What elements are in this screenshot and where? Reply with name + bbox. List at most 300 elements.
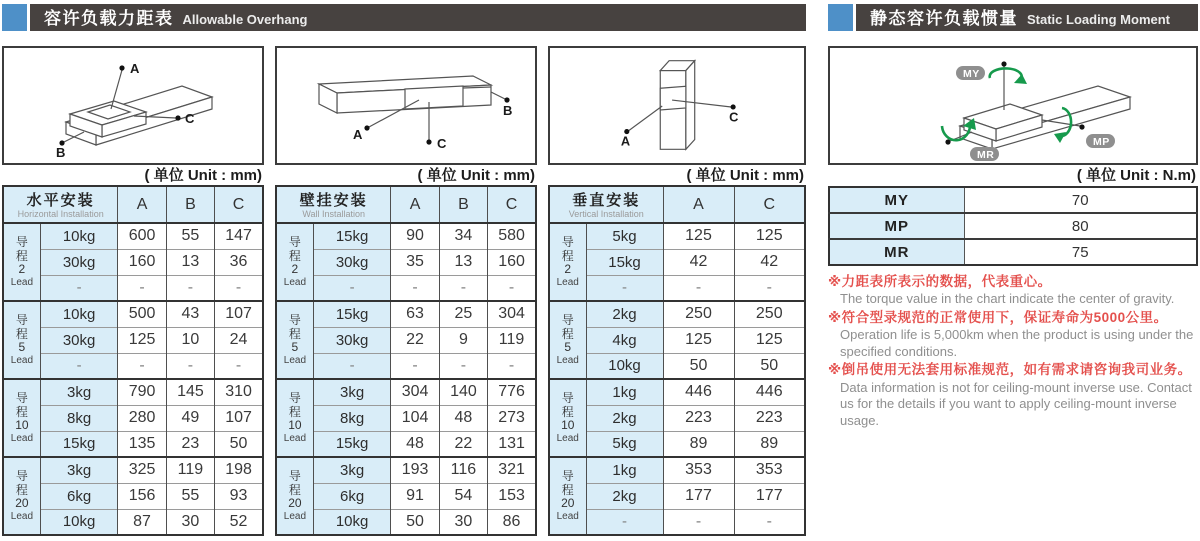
load-cell: 2kg	[586, 405, 663, 431]
lead-number: 2	[564, 262, 572, 277]
load-cell: 3kg	[313, 379, 391, 405]
unit-label-mm: ( 单位 Unit : mm)	[417, 167, 535, 184]
value-cell: 135	[118, 431, 166, 457]
value-cell: 30	[166, 509, 214, 535]
lead-char: 导	[561, 469, 574, 484]
point-label-b: B	[503, 103, 513, 118]
lead-label	[550, 392, 586, 444]
value-cell: 140	[439, 379, 487, 405]
left-header-title-zh: 容许负载力距表	[44, 9, 174, 28]
lead-char: 导	[15, 313, 28, 328]
load-cell: 3kg	[40, 457, 118, 483]
lead-number: 10	[15, 418, 29, 433]
right-header-title-zh: 静态容许负载惯量	[870, 9, 1018, 28]
value-cell: -	[663, 275, 734, 301]
value-cell: 50	[215, 431, 263, 457]
lead-cell-10	[549, 379, 586, 457]
table-row-lead20	[549, 483, 805, 509]
value-cell: -	[439, 275, 487, 301]
moment-table-host	[828, 186, 1198, 266]
lead-label	[277, 236, 313, 288]
value-cell: 49	[166, 405, 214, 431]
value-cell: -	[215, 275, 263, 301]
value-cell: 13	[439, 249, 487, 275]
lead-char: 导	[15, 235, 28, 250]
horizontal-table-host	[2, 185, 264, 536]
moment-name: MP	[829, 213, 964, 239]
value-cell: -	[118, 275, 166, 301]
moment-value: 80	[964, 213, 1197, 239]
accent-square-icon	[828, 4, 853, 31]
value-cell: 304	[391, 379, 439, 405]
install-type-header	[549, 186, 663, 223]
lead-label	[4, 236, 40, 288]
load-cell: 5kg	[586, 431, 663, 457]
table-row-lead5	[549, 353, 805, 379]
lead-word: Lead	[10, 432, 34, 444]
value-cell: -	[166, 353, 214, 379]
load-cell: 10kg	[40, 301, 118, 327]
load-cell: 6kg	[40, 483, 118, 509]
lead-label	[277, 470, 313, 522]
allowable-overhang-section	[2, 4, 806, 536]
value-cell: 147	[215, 223, 263, 249]
value-cell: 50	[391, 509, 439, 535]
load-cell: 2kg	[586, 301, 663, 327]
value-cell: -	[734, 509, 805, 535]
table-row-lead10	[549, 379, 805, 405]
lead-cell-20	[549, 457, 586, 535]
lead-char: 程	[288, 248, 301, 263]
lead-number: 5	[564, 340, 572, 355]
table-row-lead20	[3, 483, 263, 509]
value-cell: 89	[663, 431, 734, 457]
value-cell: 125	[663, 327, 734, 353]
install-type-header	[3, 186, 118, 223]
moment-value: 75	[964, 239, 1197, 265]
load-cell: 1kg	[586, 457, 663, 483]
column-header-a: A	[118, 186, 166, 223]
table-row-lead20	[549, 509, 805, 535]
lead-word: Lead	[556, 510, 579, 522]
value-cell: 50	[663, 353, 734, 379]
vertical-table-host	[548, 185, 806, 536]
value-cell: -	[439, 353, 487, 379]
unit-label-mm: ( 单位 Unit : mm)	[686, 167, 804, 184]
lead-char: 导	[15, 391, 28, 406]
load-cell: 3kg	[313, 457, 391, 483]
value-cell: 10	[166, 327, 214, 353]
horizontal-installation-block	[2, 46, 264, 536]
value-cell: 36	[215, 249, 263, 275]
value-cell: 145	[166, 379, 214, 405]
lead-number: 10	[288, 418, 302, 433]
value-cell: 48	[439, 405, 487, 431]
value-cell: 325	[118, 457, 166, 483]
value-cell: 156	[118, 483, 166, 509]
value-cell: 13	[166, 249, 214, 275]
table-row-lead20	[276, 457, 536, 483]
lead-char: 导	[288, 469, 301, 484]
value-cell: 353	[663, 457, 734, 483]
table-row-lead2	[549, 275, 805, 301]
moment-rail-drawing	[830, 48, 1196, 163]
load-cell: 30kg	[40, 327, 118, 353]
load-cell: -	[586, 275, 663, 301]
vertical-installation-block	[548, 46, 806, 536]
table-row-lead10	[3, 405, 263, 431]
lead-number: 20	[561, 496, 575, 511]
lead-number: 10	[561, 418, 575, 433]
lead-label	[277, 392, 313, 444]
lead-char: 程	[561, 404, 574, 419]
value-cell: 23	[166, 431, 214, 457]
value-cell: -	[166, 275, 214, 301]
load-cell: 10kg	[40, 509, 118, 535]
lead-label	[4, 392, 40, 444]
lead-char: 程	[288, 326, 301, 341]
value-cell: 273	[488, 405, 536, 431]
lead-char: 程	[15, 326, 28, 341]
lead-char: 导	[288, 313, 301, 328]
value-cell: 446	[734, 379, 805, 405]
table-row-lead20	[3, 457, 263, 483]
value-cell: 30	[439, 509, 487, 535]
load-cell: 15kg	[313, 301, 391, 327]
value-cell: 107	[215, 405, 263, 431]
table-row-lead2	[549, 223, 805, 249]
lead-label	[550, 314, 586, 366]
lead-number: 20	[15, 496, 29, 511]
unit-label-mm: ( 单位 Unit : mm)	[144, 167, 262, 184]
install-type-zh: 水平安装	[26, 192, 95, 209]
moment-label-my: MY	[963, 68, 980, 80]
value-cell: 310	[215, 379, 263, 405]
note-1-en: The torque value in the chart indicate the center of gravity.	[840, 291, 1175, 307]
value-cell: 321	[488, 457, 536, 483]
horizontal-rail-drawing	[4, 48, 262, 163]
value-cell: 580	[488, 223, 536, 249]
value-cell: 198	[215, 457, 263, 483]
left-section-header	[2, 4, 806, 31]
value-cell: -	[663, 509, 734, 535]
note-3-zh: ※倒吊使用无法套用标准规范，如有需求请咨询我司业务。	[828, 362, 1192, 378]
value-cell: 42	[734, 249, 805, 275]
lead-word: Lead	[283, 276, 307, 288]
table-row-lead2	[549, 249, 805, 275]
point-label-c: C	[437, 136, 447, 151]
lead-label	[550, 470, 586, 522]
note-2-en: Operation life is 5,000km when the product is using under the specified conditions.	[840, 327, 1194, 359]
value-cell: 90	[391, 223, 439, 249]
load-cell: 5kg	[586, 223, 663, 249]
value-cell: 22	[391, 327, 439, 353]
table-row-lead2	[276, 275, 536, 301]
value-cell: 790	[118, 379, 166, 405]
value-cell: 104	[391, 405, 439, 431]
lead-word: Lead	[10, 354, 34, 366]
value-cell: 500	[118, 301, 166, 327]
value-cell: 42	[663, 249, 734, 275]
value-cell: 153	[488, 483, 536, 509]
value-cell: 125	[734, 223, 805, 249]
table-row-lead20	[276, 483, 536, 509]
value-cell: 119	[488, 327, 536, 353]
value-cell: -	[391, 275, 439, 301]
value-cell: 776	[488, 379, 536, 405]
value-cell: 160	[488, 249, 536, 275]
value-cell: 177	[734, 483, 805, 509]
value-cell: 250	[663, 301, 734, 327]
value-cell: 116	[439, 457, 487, 483]
moment-directions-diagram	[828, 46, 1198, 165]
right-header-bar	[856, 4, 1198, 31]
table-row-lead10	[3, 431, 263, 457]
value-cell: 250	[734, 301, 805, 327]
table-row-lead5	[276, 327, 536, 353]
value-cell: 55	[166, 223, 214, 249]
load-cell: 10kg	[40, 223, 118, 249]
load-cell: -	[586, 509, 663, 535]
overhang-tables-row	[2, 46, 806, 536]
lead-char: 程	[15, 482, 28, 497]
table-row-lead5	[3, 301, 263, 327]
install-type-zh: 垂直安装	[572, 192, 641, 209]
lead-word: Lead	[10, 276, 34, 288]
lead-word: Lead	[556, 276, 579, 288]
table-row-lead20	[549, 457, 805, 483]
value-cell: 91	[391, 483, 439, 509]
load-cell: 15kg	[586, 249, 663, 275]
lead-char: 导	[288, 391, 301, 406]
column-header-b: B	[166, 186, 214, 223]
lead-char: 程	[288, 404, 301, 419]
lead-char: 程	[561, 248, 574, 263]
load-cell: 8kg	[313, 405, 391, 431]
table-row-lead5	[549, 327, 805, 353]
note-1-zh: ※力距表所表示的数据，代表重心。	[828, 274, 1052, 289]
value-cell: 22	[439, 431, 487, 457]
value-cell: 193	[391, 457, 439, 483]
install-type-en: Wall Installation	[302, 209, 366, 219]
column-header-a: A	[663, 186, 734, 223]
value-cell: 280	[118, 405, 166, 431]
column-header-b: B	[439, 186, 487, 223]
load-cell: 6kg	[313, 483, 391, 509]
value-cell: 125	[663, 223, 734, 249]
value-cell: 54	[439, 483, 487, 509]
wall-installation-block	[275, 46, 537, 536]
lead-word: Lead	[556, 432, 579, 444]
table-row-lead2	[3, 223, 263, 249]
install-type-header	[276, 186, 391, 223]
table-row-lead10	[276, 405, 536, 431]
value-cell: 48	[391, 431, 439, 457]
value-cell: 223	[734, 405, 805, 431]
lead-char: 导	[15, 469, 28, 484]
table-row-lead2	[3, 275, 263, 301]
vertical-rail-drawing	[550, 48, 804, 163]
load-cell: 15kg	[313, 431, 391, 457]
load-cell: 30kg	[40, 249, 118, 275]
value-cell: 107	[215, 301, 263, 327]
lead-cell-5	[3, 301, 40, 379]
moment-row-my	[829, 187, 1197, 213]
lead-label	[4, 314, 40, 366]
value-cell: 89	[734, 431, 805, 457]
install-type-zh: 壁挂安装	[299, 192, 368, 209]
value-cell: 177	[663, 483, 734, 509]
point-label-a: A	[620, 133, 631, 149]
moment-label-mp: MP	[1093, 136, 1110, 148]
table-row-lead20	[3, 509, 263, 535]
table-row-lead2	[3, 249, 263, 275]
lead-number: 5	[291, 340, 299, 355]
lead-word: Lead	[10, 510, 34, 522]
value-cell: 304	[488, 301, 536, 327]
load-cell: -	[313, 353, 391, 379]
unit-label-nm: ( 单位 Unit : N.m)	[1076, 167, 1196, 184]
wall-rail-drawing	[277, 48, 535, 163]
value-cell: 25	[439, 301, 487, 327]
lead-cell-2	[3, 223, 40, 301]
moment-row-mr	[829, 239, 1197, 265]
table-row-lead2	[276, 223, 536, 249]
table-row-lead5	[276, 353, 536, 379]
lead-cell-2	[549, 223, 586, 301]
load-cell: 8kg	[40, 405, 118, 431]
moment-label-mr: MR	[977, 149, 995, 161]
note-2-zh: ※符合型录规范的正常使用下，保证寿命为5000公里。	[828, 309, 1168, 325]
value-cell: 50	[734, 353, 805, 379]
column-header-c: C	[488, 186, 536, 223]
column-header-c: C	[215, 186, 263, 223]
lead-word: Lead	[283, 354, 307, 366]
column-header-c: C	[734, 186, 805, 223]
load-cell: 15kg	[313, 223, 391, 249]
load-cell: 30kg	[313, 249, 391, 275]
lead-char: 导	[561, 391, 574, 406]
value-cell: 35	[391, 249, 439, 275]
left-header-bar	[30, 4, 806, 31]
table-row-lead10	[549, 431, 805, 457]
point-label-a: A	[353, 127, 363, 142]
table-header-row	[549, 186, 805, 223]
load-cell: 2kg	[586, 483, 663, 509]
value-cell: 223	[663, 405, 734, 431]
lead-cell-20	[276, 457, 313, 535]
overhang-table-wall	[275, 185, 537, 536]
lead-number: 20	[288, 496, 302, 511]
point-label-c: C	[729, 109, 739, 125]
lead-cell-20	[3, 457, 40, 535]
column-header-a: A	[391, 186, 439, 223]
lead-char: 导	[561, 313, 574, 328]
notes-block	[828, 273, 1198, 429]
horizontal-installation-diagram	[2, 46, 264, 165]
lead-char: 导	[288, 235, 301, 250]
value-cell: 125	[118, 327, 166, 353]
point-label-c: C	[185, 111, 195, 126]
wall-installation-diagram	[275, 46, 537, 165]
value-cell: -	[734, 275, 805, 301]
value-cell: 63	[391, 301, 439, 327]
install-type-en: Horizontal Installation	[17, 209, 104, 219]
lead-char: 程	[288, 482, 301, 497]
lead-cell-10	[276, 379, 313, 457]
lead-label	[550, 236, 586, 288]
lead-char: 程	[15, 248, 28, 263]
load-cell: 15kg	[40, 431, 118, 457]
lead-cell-5	[276, 301, 313, 379]
load-cell: 3kg	[40, 379, 118, 405]
static-loading-moment-section	[828, 4, 1198, 430]
lead-char: 程	[561, 326, 574, 341]
note-3-en: Data information is not for ceiling-mount inverse use. Contact us for the details if you want to apply ceiling-mount inverse usage.	[840, 379, 1192, 428]
value-cell: 34	[439, 223, 487, 249]
left-header-title-en: Allowable Overhang	[182, 12, 308, 27]
value-cell: -	[118, 353, 166, 379]
value-cell: 93	[215, 483, 263, 509]
table-row-lead5	[276, 301, 536, 327]
lead-char: 程	[15, 404, 28, 419]
value-cell: -	[215, 353, 263, 379]
lead-char: 导	[561, 235, 574, 250]
overhang-table-horizontal	[2, 185, 264, 536]
value-cell: 446	[663, 379, 734, 405]
moment-value: 70	[964, 187, 1197, 213]
moment-name: MY	[829, 187, 964, 213]
right-section-header	[828, 4, 1198, 31]
lead-cell-2	[276, 223, 313, 301]
lead-number: 2	[18, 262, 26, 277]
static-moment-table	[828, 186, 1198, 266]
value-cell: 52	[215, 509, 263, 535]
load-cell: 1kg	[586, 379, 663, 405]
load-cell: 4kg	[586, 327, 663, 353]
table-row-lead2	[276, 249, 536, 275]
vertical-installation-diagram	[548, 46, 806, 165]
table-header-row	[276, 186, 536, 223]
value-cell: 86	[488, 509, 536, 535]
value-cell: 160	[118, 249, 166, 275]
value-cell: -	[488, 353, 536, 379]
table-header-row	[3, 186, 263, 223]
table-row-lead10	[549, 405, 805, 431]
load-cell: -	[40, 275, 118, 301]
table-row-lead5	[3, 327, 263, 353]
moment-name: MR	[829, 239, 964, 265]
load-cell: 10kg	[586, 353, 663, 379]
load-cell: 30kg	[313, 327, 391, 353]
table-row-lead5	[3, 353, 263, 379]
table-row-lead10	[3, 379, 263, 405]
value-cell: 131	[488, 431, 536, 457]
lead-number: 5	[18, 340, 26, 355]
lead-word: Lead	[556, 354, 579, 366]
load-cell: -	[313, 275, 391, 301]
table-row-lead5	[549, 301, 805, 327]
value-cell: 600	[118, 223, 166, 249]
lead-word: Lead	[283, 432, 307, 444]
lead-cell-5	[549, 301, 586, 379]
overhang-table-vertical	[548, 185, 806, 536]
table-row-lead20	[276, 509, 536, 535]
table-row-lead10	[276, 379, 536, 405]
value-cell: 125	[734, 327, 805, 353]
lead-number: 2	[291, 262, 299, 277]
lead-word: Lead	[283, 510, 307, 522]
